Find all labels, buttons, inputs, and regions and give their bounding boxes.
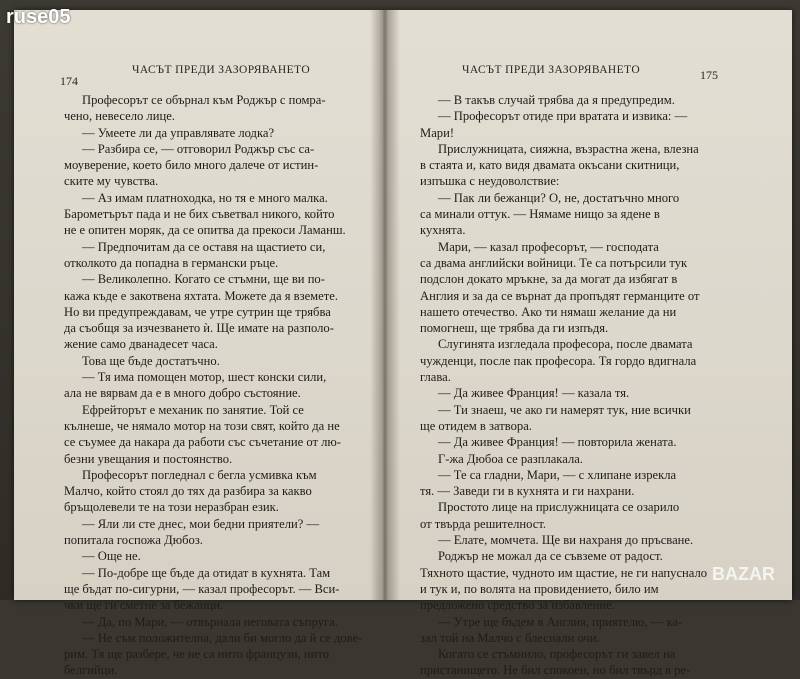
- text-line: — Предпочитам да се оставя на щастието си,: [82, 239, 326, 254]
- text-line: Простото лице на прислужницата се озарило: [438, 500, 680, 515]
- text-line: — Да, по Мари, — отвърнала неговата съпруга.: [82, 614, 338, 629]
- page-text: [420, 92, 758, 679]
- text-line: ще бъдат по-сигурни, — казал професорът. — Вси-: [64, 581, 340, 596]
- text-line: се съумее да накара да работи със съчетание от лю-: [64, 435, 342, 450]
- text-line: пристанището. Не бил спокоен, но бил твърд в ре-: [420, 663, 691, 678]
- text-line: от твърда решителност.: [420, 516, 547, 531]
- text-line: — В такъв случай трябва да я предупредим.: [438, 93, 675, 107]
- text-line: Ефрейторът е механик по занятие. Той се: [82, 402, 304, 417]
- text-line: Англия и за да се върнат да пропъдят германците от: [420, 288, 700, 303]
- text-line: нашето отечество. Ако ти нямаш желание да ни: [420, 304, 677, 319]
- text-line: Мари, — казал професорът, — господата: [438, 239, 659, 254]
- text-line: — Тя има помощен мотор, шест конски сили,: [82, 370, 327, 385]
- text-line: — Те са гладни, Мари, — с хлипане изрекла: [438, 467, 677, 482]
- text-line: помогнеш, ще трябва да ги изпъдя.: [420, 321, 609, 336]
- running-head: ЧАСЪТ ПРЕДИ ЗАЗОРЯВАНЕТО: [132, 64, 311, 76]
- text-line: Мари!: [420, 125, 455, 140]
- text-line: ще отидем в затвора.: [420, 418, 532, 433]
- text-line: — Утре ще бъдем в Англия, приятелю, — ка-: [438, 614, 683, 629]
- logo-text: BAZAR: [712, 564, 775, 584]
- text-line: тя. — Заведи ги в кухнята и ги нахрани.: [420, 484, 635, 499]
- text-line: Това ще бъде достатъчно.: [82, 353, 220, 368]
- text-line: бръщолевели те на този неразбран език.: [64, 500, 279, 515]
- text-line: — Не съм положителна, дали би могло да й се дове-: [82, 630, 363, 645]
- open-book: [14, 10, 792, 678]
- text-line: — Да живее Франция! — повторила жената.: [438, 435, 677, 450]
- page-number: 174: [60, 74, 78, 88]
- text-line: Малчо, който стоял до тях да разбира за какво: [64, 484, 312, 499]
- text-line: Когато се стъмнило, професорът ги завел на: [438, 647, 676, 662]
- text-line: чки ще ги сметне за бежанци.: [64, 598, 224, 613]
- text-line: — Да живее Франция! — казала тя.: [438, 386, 630, 401]
- text-line: — Умеете ли да управлявате лодка?: [82, 125, 275, 140]
- text-line: — По-добре ще бъде да отидат в кухнята. Там: [82, 565, 331, 580]
- text-line: и тук и, по волята на провидението, било им: [420, 581, 659, 596]
- text-line: — Още не.: [82, 549, 141, 564]
- text-line: — Професорът отиде при вратата и извика: —: [438, 109, 688, 124]
- text-line: в стаята и, като видя двамата окъсани скитници,: [420, 158, 680, 173]
- text-line: безни увещания и постоянство.: [64, 451, 233, 466]
- text-line: кълнеше, че нямало мотор на този свят, който да не: [64, 418, 340, 433]
- page-number: 175: [700, 68, 718, 82]
- text-line: Тяхното щастие, чудното им щастие, не ги напуснало: [420, 565, 708, 580]
- text-line: чено, невесело лице.: [64, 109, 175, 124]
- text-line: да съобщя за изчезването ѝ. Ще имате на разполо-: [64, 321, 334, 336]
- text-line: Професорът погледнал с бегла усмивка към: [82, 467, 317, 482]
- text-line: белгийци.: [64, 663, 118, 678]
- text-line: зал тoй на Малчо с блеснали очи.: [420, 630, 600, 645]
- text-line: Но ви предупреждавам, че утре сутрин ще трябва: [64, 304, 331, 319]
- text-line: са двама английски войници. Те са потърсили тук: [420, 255, 688, 270]
- watermark-text: ruse05: [6, 6, 71, 28]
- text-line: ала не вярвам да е в много добро състояние.: [64, 386, 301, 401]
- text-line: — Елате, момчета. Ще ви нахраня до пръсване.: [438, 533, 694, 548]
- text-line: — Яли ли сте днес, мои бедни приятели? —: [82, 516, 320, 531]
- right-page: [384, 10, 792, 678]
- text-line: Слугинята изгледала професора, после двамата: [438, 337, 693, 352]
- text-line: — Великолепно. Когато се стъмни, ще ви по-: [82, 272, 325, 287]
- text-line: не е опитен моряк, да се опитва да прекоси Ламанш.: [64, 223, 346, 238]
- text-line: Прислужницата, сияжна, възрастна жена, влезна: [438, 141, 699, 156]
- text-line: Г-жа Дюбоа се разплакала.: [438, 451, 583, 466]
- text-line: — Аз имам платноходка, но тя е много малка.: [82, 190, 328, 205]
- text-line: ските му чувства.: [64, 174, 159, 189]
- text-line: — Ти знаеш, че ако ги намерят тук, ние всички: [438, 402, 691, 417]
- bazar-logo: [712, 560, 796, 590]
- text-line: Роджър не можал да се съвземе от радост.: [438, 549, 663, 564]
- text-line: подслон докато мръкне, за да могат да избягат в: [420, 272, 678, 287]
- text-line: изпъшка с неудоволствие:: [420, 174, 560, 189]
- text-line: предложено средство за избавление.: [420, 598, 615, 613]
- text-line: кажа къде е закотвена яхтата. Можете да я вземете.: [64, 288, 338, 303]
- text-line: отколкото да попадна в германски ръце.: [64, 255, 279, 270]
- text-line: чужденци, после пак професора. Тя гордо вдигнала: [420, 353, 697, 368]
- text-line: са минали оттук. — Нямаме нищо за ядене в: [420, 207, 660, 222]
- text-line: попитала госпожа Дюбоз.: [64, 533, 203, 548]
- text-line: моуверение, което било много далече от истин-: [64, 158, 319, 173]
- text-line: Барометърът пада и не бих съветвал никого, който: [64, 207, 335, 222]
- text-line: Професорът се обърнал към Роджър с помра-: [82, 93, 326, 107]
- text-line: — Пак ли бежанци? О, не, достатъчно много: [438, 190, 680, 205]
- book-gutter: [370, 10, 400, 600]
- text-line: кухнята.: [420, 223, 466, 238]
- left-page: [14, 10, 380, 678]
- page-text: [64, 92, 364, 679]
- text-line: — Разбира се, — отговорил Роджър със са-: [82, 141, 315, 156]
- text-line: жение само дванадесет часа.: [64, 337, 218, 352]
- text-line: глава.: [420, 370, 451, 385]
- running-head: ЧАСЪТ ПРЕДИ ЗАЗОРЯВАНЕТО: [462, 64, 641, 76]
- text-line: рим. Тя ще разбере, че не са нито французи, нито: [64, 647, 330, 662]
